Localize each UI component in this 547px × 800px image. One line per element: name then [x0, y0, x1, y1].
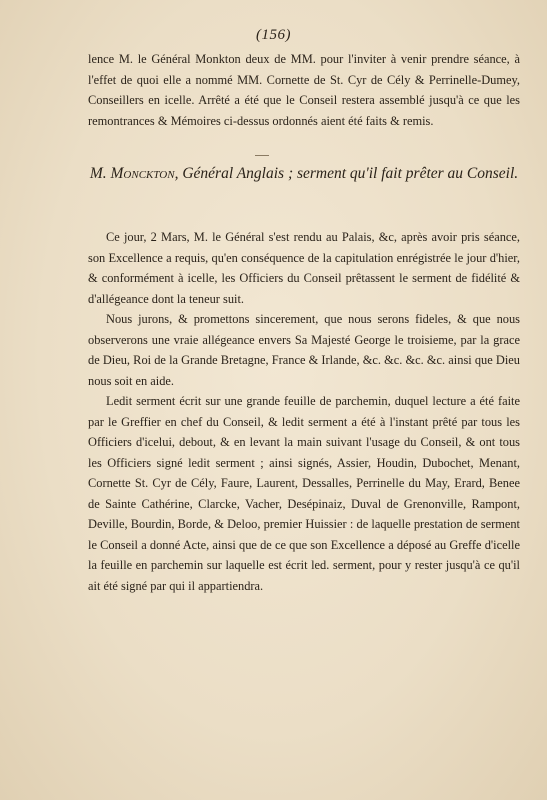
heading-name: M. Monckton — [89, 165, 175, 182]
section-body — [88, 227, 520, 596]
page-number: (156) — [256, 27, 291, 43]
heading-rest: , Général Anglais ; serment qu'il fait prêter au Conseil. — [174, 165, 519, 182]
intro-paragraph — [88, 49, 520, 131]
section-divider — [255, 155, 269, 156]
paragraph-2: Nous jurons, & promettons sincerement, que nous serons fideles, & que nous observerons une vraie allégeance envers Sa Majesté George le troisieme, par la grace de Dieu, Roi de la Grande Bretagne, France & Irlande, &c. &c. &c. &c. ainsi que Dieu nous soit en aide. — [88, 312, 520, 388]
intro-text: lence M. le Général Monkton deux de MM. pour l'inviter à venir prendre séance, à l'effet de quoi elle a nommé MM. Cornette de St. Cyr de Cély & Perrinelle-Dumey, Conseillers en icelle. Arrêté a été que le Conseil restera assemblé jusqu'à ce que les remontrances & Mémoires ci-dessus ordonnés aient été faits & remis. — [88, 52, 520, 128]
paragraph-1: Ce jour, 2 Mars, M. le Général s'est rendu au Palais, &c, après avoir pris séance, son Excellence a requis, qu'en conséquence de la capitulation enrégistrée le jour d'hier, & conformément à icelle, les Officiers du Conseil prêtassent le serment de fidélité & d'allégeance dont la teneur suit. — [88, 230, 520, 306]
paragraph-3: Ledit serment écrit sur une grande feuille de parchemin, duquel lecture a été faite par le Greffier en chef du Conseil, & ledit serment a été à l'instant prêté par tous les Officiers d'icelui, debout, & en levant la main suivant l'usage du Conseil, & ont tous les Officiers signé ledit serment ; ainsi signés, Assier, Houdin, Dubochet, Menant, Cornette St. Cyr de Cély, Faure, Laurent, Dessalles, Perrinelle du May, Erard, Benee de Sainte Cathérine, Clarcke, Vacher, Desépinaiz, Duval de Grenonville, Rampont, Deville, Bourdin, Borde, & Deloo, premier Huissier : de laquelle prestation de serment le Conseil a donné Acte, ainsi que de ce que son Excellence a déposé au Greffe d'icelle la feuille en parchemin sur laquelle est écrit led. serment, pour y rester jusqu'à ce qu'il ait été signé par qui il appartiendra. — [88, 394, 520, 593]
section-heading — [80, 163, 528, 184]
